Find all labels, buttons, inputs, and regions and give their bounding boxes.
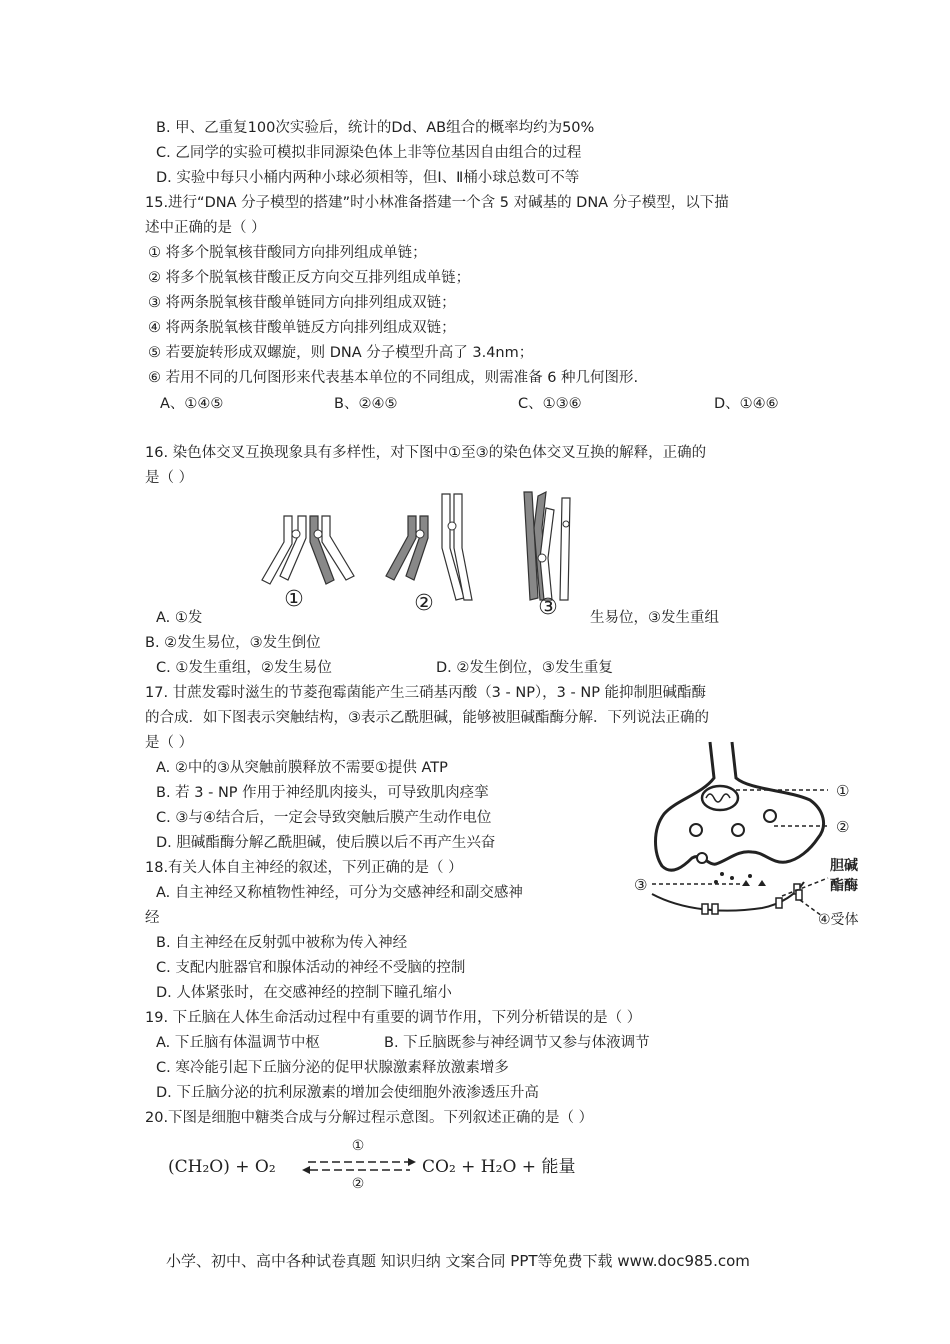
q15-option-a: A、①④⑤ <box>160 396 224 412</box>
synapse-label-2: ② <box>836 818 850 836</box>
equation-products: CO₂ + H₂O + 能量 <box>422 1157 576 1177</box>
q15-item-2: ② 将多个脱氧核苷酸正反方向交互排列组成单链； <box>148 270 471 286</box>
chromosome-figure-1 <box>262 516 354 584</box>
q19-stem: 19. 下丘脑在人体生命活动过程中有重要的调节作用，下列分析错误的是（ ） <box>145 1010 642 1026</box>
q17-stem-line3: 是（ ） <box>145 735 194 751</box>
q14-option-b: B. 甲、乙重复100次实验后，统计的Dd、AB组合的概率均约为50% <box>156 120 595 136</box>
page-footer: 小学、初中、高中各种试卷真题 知识归纳 文案合同 PPT等免费下载 www.doc985.com <box>166 1252 750 1270</box>
q18-option-a-line2: 经 <box>145 910 160 926</box>
q16-option-d: D. ②发生倒位，③发生重复 <box>436 660 613 676</box>
q16-option-b: B. ②发生易位，③发生倒位 <box>145 635 321 651</box>
figure-label-3: ③ <box>538 595 558 620</box>
q15-item-6: ⑥ 若用不同的几何图形来代表基本单位的不同组成，则需准备 6 种几何图形. <box>148 370 639 386</box>
q18-option-c: C. 支配内脏器官和腺体活动的神经不受脑的控制 <box>156 960 466 976</box>
q17-stem-line2: 的合成．如下图表示突触结构，③表示乙酰胆碱，能够被胆碱酯酶分解．下列说法正确的 <box>145 710 709 726</box>
receptor-label: ④受体 <box>818 912 859 928</box>
q15-item-5: ⑤ 若要旋转形成双螺旋，则 DNA 分子模型升高了 3.4nm； <box>148 345 534 361</box>
q16-option-a-right: 生易位，③发生重组 <box>590 610 719 626</box>
sugar-reaction-equation <box>146 1134 608 1194</box>
q16-stem-line2: 是（ ） <box>145 470 194 486</box>
q15-item-1: ① 将多个脱氧核苷酸同方向排列组成单链； <box>148 245 427 261</box>
q19-option-c: C. 寒冷能引起下丘脑分泌的促甲状腺激素释放激素增多 <box>156 1060 509 1076</box>
q15-stem-line1: 15.进行“DNA 分子模型的搭建”时小林准备搭建一个含 5 对碱基的 DNA 分子模型，以下描 <box>145 195 729 211</box>
q15-item-4: ④ 将两条脱氧核苷酸单链反方向排列组成双链； <box>148 320 456 336</box>
enzyme-label-line2: 酯酶 <box>830 878 858 894</box>
q18-option-d: D. 人体紧张时，在交感神经的控制下瞳孔缩小 <box>156 985 452 1001</box>
q16-option-c: C. ①发生重组，②发生易位 <box>156 660 332 676</box>
synapse-label-1: ① <box>836 782 850 800</box>
synapse-label-3: ③ <box>634 876 648 894</box>
q18-option-a-line1: A. 自主神经又称植物性神经，可分为交感神经和副交感神 <box>156 885 523 901</box>
chromosome-figure-3 <box>524 492 570 600</box>
q19-option-b: B. 下丘脑既参与神经调节又参与体液调节 <box>384 1035 650 1051</box>
enzyme-label-line1: 胆碱 <box>830 858 858 874</box>
figure-label-2: ② <box>414 591 434 616</box>
q19-option-d: D. 下丘脑分泌的抗利尿激素的增加会使细胞外液渗透压升高 <box>156 1085 539 1101</box>
q15-item-3: ③ 将两条脱氧核苷酸单链同方向排列组成双链； <box>148 295 456 311</box>
q17-option-b: B. 若 3 - NP 作用于神经肌肉接头，可导致肌肉痉挛 <box>156 785 489 801</box>
q15-stem-line2: 述中正确的是（ ） <box>145 220 266 236</box>
chromosome-crossover-figure <box>258 488 588 620</box>
q16-option-a-left: A. ①发 <box>156 610 203 626</box>
equation-reactants: (CH₂O) + O₂ <box>168 1157 276 1177</box>
equation-label-1: ① <box>351 1138 365 1154</box>
q17-option-c: C. ③与④结合后，一定会导致突触后膜产生动作电位 <box>156 810 492 826</box>
q19-option-a: A. 下丘脑有体温调节中枢 <box>156 1035 320 1051</box>
q18-option-b: B. 自主神经在反射弧中被称为传入神经 <box>156 935 408 951</box>
figure-label-1: ① <box>284 587 304 612</box>
q17-option-d: D. 胆碱酯酶分解乙酰胆碱，使后膜以后不再产生兴奋 <box>156 835 496 851</box>
q14-option-c: C. 乙同学的实验可模拟非同源染色体上非等位基因自由组合的过程 <box>156 145 582 161</box>
q17-stem-line1: 17. 甘蔗发霉时滋生的节菱孢霉菌能产生三硝基丙酸（3 - NP），3 - NP 能抑制胆碱酯酶 <box>145 685 707 701</box>
q15-option-b: B、②④⑤ <box>334 396 398 412</box>
q15-option-c: C、①③⑥ <box>518 396 582 412</box>
q17-option-a: A. ②中的③从突触前膜释放不需要①提供 ATP <box>156 760 448 776</box>
q15-option-d: D、①④⑥ <box>714 396 779 412</box>
q20-stem: 20.下图是细胞中糖类合成与分解过程示意图。下列叙述正确的是（ ） <box>145 1110 594 1126</box>
synapse-figure <box>632 738 872 934</box>
chromosome-figure-2 <box>386 494 472 600</box>
q18-stem: 18.有关人体自主神经的叙述，下列正确的是（ ） <box>145 860 463 876</box>
q14-option-d: D. 实验中每只小桶内两种小球必须相等，但Ⅰ、Ⅱ桶小球总数可不等 <box>156 170 580 186</box>
equation-label-2: ② <box>351 1176 365 1192</box>
q16-stem-line1: 16. 染色体交叉互换现象具有多样性，对下图中①至③的染色体交叉互换的解释，正确的 <box>145 445 707 461</box>
